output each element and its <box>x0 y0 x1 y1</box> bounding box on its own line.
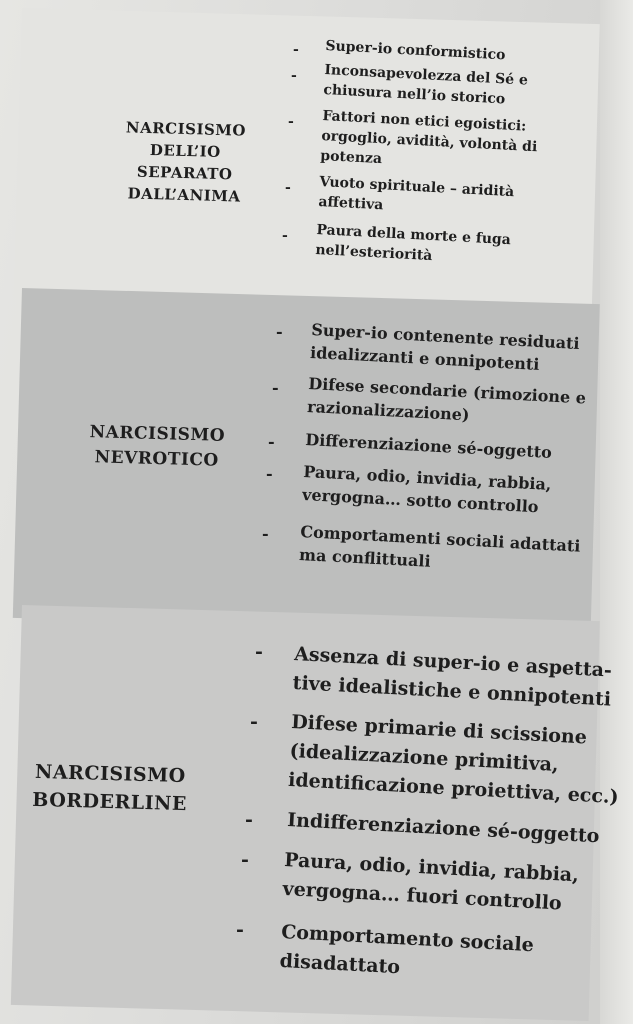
list-item: Differenziazione sé-oggetto <box>304 429 553 462</box>
list-item: Comportamenti sociali adattati ma conflittuali <box>298 521 581 571</box>
list-item: Inconsapevolezza del Sé e chiusura nell’io storico <box>323 61 529 108</box>
bullet-dash: - <box>236 919 244 941</box>
bullet-dash: - <box>268 432 275 451</box>
list-item: Fattori non etici egoistici: orgoglio, avidità, volontà di potenza <box>319 107 538 168</box>
list-item: Paura, odio, invidia, rabbia, vergogna… fuori controllo <box>282 848 580 915</box>
bullet-dash: - <box>255 641 263 663</box>
bullet-dash: - <box>272 378 279 397</box>
bullet-dash: - <box>291 68 297 84</box>
bullet-dash: - <box>285 180 291 196</box>
list-item: Assenza di super-io e aspetta- tive idealistiche e onnipotenti <box>292 642 613 711</box>
list-item: Vuoto spirituale – aridità affettiva <box>318 173 515 214</box>
list-item: Super-io contenente residuati idealizzanti e onnipotenti <box>309 319 581 374</box>
page-edge <box>600 0 633 1024</box>
list-item: Difese primarie di scissione (idealizzazione primitiva, identificazione proiettiva, ecc.) <box>287 710 620 809</box>
bullet-dash: - <box>282 228 288 244</box>
bullet-dash: - <box>250 711 258 733</box>
list-item: Difese secondarie (rimozione e razionalizzazione) <box>306 373 587 425</box>
list-item: Comportamento sociale disadattato <box>279 920 535 979</box>
bullet-dash: - <box>241 849 249 871</box>
bullet-dash: - <box>288 114 294 130</box>
bullet-dash: - <box>245 809 253 831</box>
bullet-dash: - <box>262 524 269 543</box>
bullet-dash: - <box>266 464 273 483</box>
section-title-nevrotico: NARCISISMO NEVROTICO <box>89 422 226 471</box>
list-item: Paura della morte e fuga nell’esteriorità <box>315 221 512 265</box>
list-item: Super-io conformistico <box>325 37 506 64</box>
list-item: Paura, odio, invidia, rabbia, vergogna… sotto controllo <box>301 461 552 517</box>
bullet-dash: - <box>276 322 283 341</box>
section-title-separato: NARCISISMO DELL’IO SEPARATO DALL’ANIMA <box>125 118 247 206</box>
bullet-dash: - <box>293 42 299 58</box>
list-item: Indifferenziazione sé-oggetto <box>286 808 600 848</box>
section-title-borderline: NARCISISMO BORDERLINE <box>32 760 188 816</box>
